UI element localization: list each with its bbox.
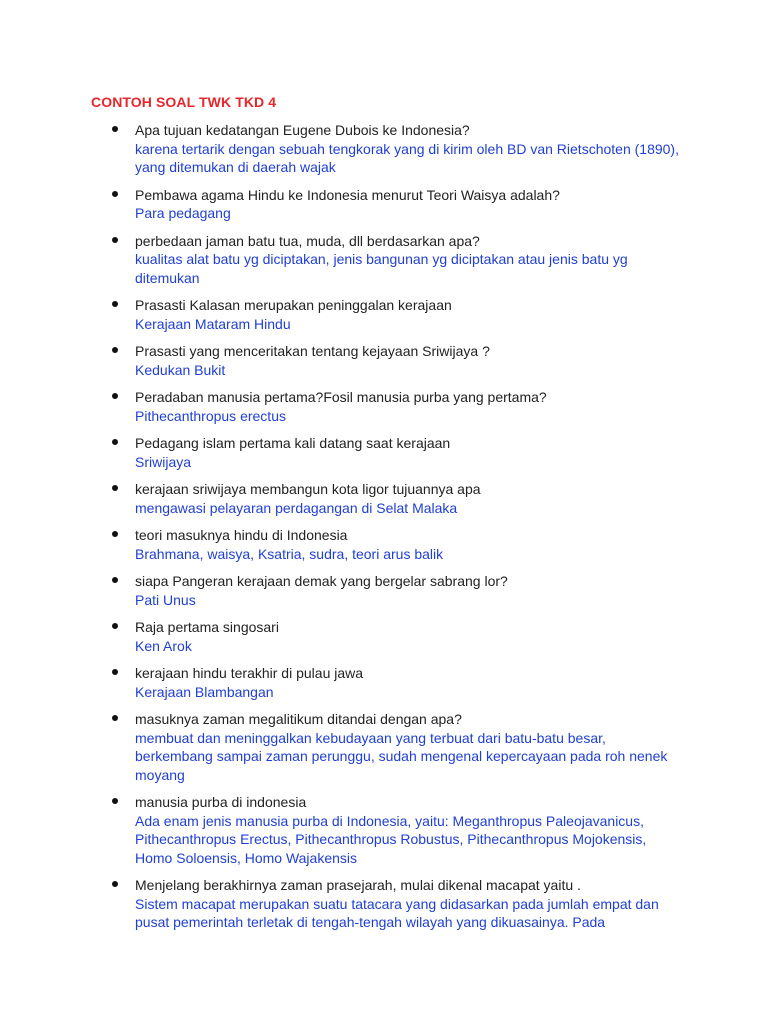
answer-text: karena tertarik dengan sebuah tengkorak yang di kirim oleh BD van Rietschoten (1890), yang ditemukan di daerah wajak — [135, 140, 679, 175]
bullet-icon — [112, 126, 118, 132]
question-text: siapa Pangeran kerajaan demak yang bergelar sabrang lor? — [135, 573, 508, 589]
bullet-icon — [112, 577, 118, 583]
list-item — [0, 526, 768, 563]
question-text: kerajaan sriwijaya membangun kota ligor tujuannya apa — [135, 481, 481, 497]
bullet-icon — [112, 485, 118, 491]
answer-text: Sistem macapat merupakan suatu tatacara yang didasarkan pada jumlah empat dan pusat pemerintah terletak di tengah-tengah wilayah yang dikuasainya. Pada — [135, 895, 659, 930]
question-text: Apa tujuan kedatangan Eugene Dubois ke Indonesia? — [135, 122, 470, 138]
answer-text: Para pedagang — [135, 205, 231, 221]
bullet-icon — [112, 669, 118, 675]
bullet-icon — [112, 798, 118, 804]
question-text: Prasasti yang menceritakan tentang kejayaan Sriwijaya ? — [135, 343, 490, 359]
question-text: Pedagang islam pertama kali datang saat kerajaan — [135, 435, 451, 451]
bullet-icon — [112, 191, 118, 197]
bullet-icon — [112, 881, 118, 887]
answer-text: kualitas alat batu yg diciptakan, jenis bangunan yg diciptakan atau jenis batu yg ditemukan — [135, 251, 628, 286]
list-item — [0, 572, 768, 609]
answer-text: Pati Unus — [135, 591, 196, 608]
bullet-icon — [112, 715, 118, 721]
answer-text: Kerajaan Mataram Hindu — [135, 315, 291, 332]
list-item — [0, 342, 768, 379]
bullet-icon — [112, 531, 118, 537]
answer-text: Kerajaan Blambangan — [135, 683, 274, 700]
question-text: kerajaan hindu terakhir di pulau jawa — [135, 665, 364, 681]
bullet-icon — [112, 439, 118, 445]
document-title: CONTOH SOAL TWK TKD 4 — [91, 94, 277, 110]
question-text: Pembawa agama Hindu ke Indonesia menurut Teori Waisya adalah? — [135, 186, 560, 203]
question-text: masuknya zaman megalitikum ditandai dengan apa? — [135, 711, 462, 727]
answer-text: mengawasi pelayaran perdagangan di Selat Malaka — [135, 499, 458, 516]
question-text: teori masuknya hindu di Indonesia — [135, 527, 348, 543]
list-item — [0, 434, 768, 471]
question-text: Peradaban manusia pertama?Fosil manusia purba yang pertama? — [135, 389, 547, 405]
list-item — [0, 121, 768, 177]
list-item — [0, 232, 768, 288]
list-item — [0, 480, 768, 517]
answer-text: Pithecanthropus erectus — [135, 407, 286, 424]
list-item — [0, 710, 768, 784]
list-item — [0, 186, 768, 223]
list-item — [0, 296, 768, 333]
question-text: Menjelang berakhirnya zaman prasejarah, mulai dikenal macapat yaitu . — [135, 877, 581, 893]
answer-text: membuat dan meninggalkan kebudayaan yang terbuat dari batu-batu besar, berkembang sampai zaman perunggu, sudah mengenal kepercayaan pada roh nenek moyang — [135, 729, 668, 783]
question-text: perbedaan jaman batu tua, muda, dll berdasarkan apa? — [135, 232, 480, 249]
answer-text: Sriwijaya — [135, 453, 192, 470]
list-item — [0, 793, 768, 867]
answer-text: Ada enam jenis manusia purba di Indonesia, yaitu: Meganthropus Paleojavanicus, Pithecanthropus Erectus, Pithecanthropus Robustus, Pithecanthropus Mojokensis, Homo Soloensis, Homo Wajakensis — [135, 812, 647, 866]
list-item — [0, 618, 768, 655]
bullet-icon — [112, 301, 118, 307]
list-item — [0, 876, 768, 932]
question-text: Raja pertama singosari — [135, 619, 279, 635]
bullet-icon — [112, 347, 118, 353]
question-list — [0, 121, 768, 941]
bullet-icon — [112, 623, 118, 629]
answer-text: Kedukan Bukit — [135, 361, 226, 378]
question-text: Prasasti Kalasan merupakan peninggalan kerajaan — [135, 297, 452, 313]
list-item — [0, 664, 768, 701]
answer-text: Ken Arok — [135, 637, 192, 654]
bullet-icon — [112, 237, 118, 243]
list-item — [0, 388, 768, 425]
answer-text: Brahmana, waisya, Ksatria, sudra, teori arus balik — [135, 545, 444, 562]
question-text: manusia purba di indonesia — [135, 794, 307, 810]
bullet-icon — [112, 393, 118, 399]
